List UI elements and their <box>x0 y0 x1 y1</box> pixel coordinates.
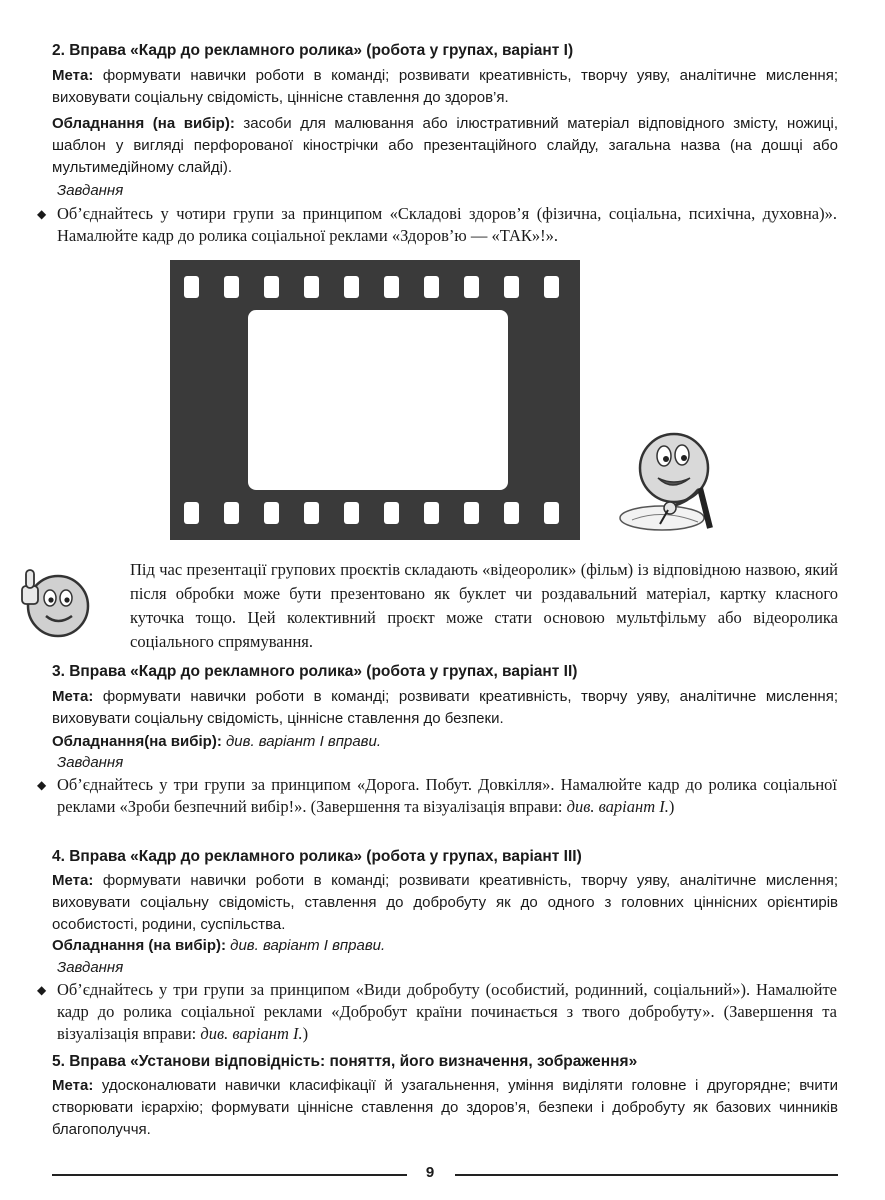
exercise-3-equipment <box>52 731 838 753</box>
film-strip-illustration <box>170 260 580 540</box>
equipment-text: див. варіант І вправи. <box>221 733 382 750</box>
task-reference: див. варіант І. <box>200 1024 303 1043</box>
bullet-diamond-icon: ◆ <box>37 983 47 997</box>
exercise-3-task-label: Завдання <box>57 754 124 771</box>
goal-label: Мета: <box>52 872 94 889</box>
equipment-text: див. варіант І вправи. <box>226 937 386 954</box>
bullet-diamond-icon: ◆ <box>37 207 47 221</box>
task-end: ) <box>668 797 675 816</box>
thumbs-up-smiley-icon <box>10 562 94 642</box>
exercise-2-equipment <box>52 113 838 179</box>
exercise-2-task-label: Завдання <box>57 182 124 199</box>
page-number: 9 <box>425 1164 435 1181</box>
exercise-5-goal <box>52 1075 838 1141</box>
goal-text: формувати навички роботи в команді; розвивати креативність, творчу уяву, аналітичне мислення; виховувати соціальну свідомість, ціннісне ставлення до здоров’я. <box>52 67 838 106</box>
exercise-4-task <box>37 979 837 1045</box>
task-text: Об’єднайтесь у три групи за принципом «Види добробуту (особистий, родинний, соціальний»). Намалюйте кадр до ролика соціальної реклами «Добробут країни починається з твого добробуту». (Завершення та візуалізація вправи: <box>57 980 837 1043</box>
equipment-label: Обладнання (на вибір): <box>52 937 226 954</box>
goal-text: удосконалювати навички класифікації й узагальнення, уміння виділяти головне і другорядне; вчити створювати ієрархію; формувати ціннісне ставлення до здоров’я, безпеки і добробуту як базових чинників благополуччя. <box>52 1077 838 1138</box>
task-end: ) <box>302 1024 309 1043</box>
exercise-4-heading: 4. Вправа «Кадр до рекламного ролика» (робота у групах, варіант ІІІ) <box>52 848 582 865</box>
exercise-4-goal <box>52 870 838 936</box>
exercise-5-heading: 5. Вправа «Установи відповідність: поняття, його визначення, зображення» <box>52 1053 638 1070</box>
equipment-label: Обладнання(на вибір): <box>52 733 222 750</box>
bullet-diamond-icon: ◆ <box>37 778 47 792</box>
exercise-3-goal <box>52 686 838 730</box>
goal-text: формувати навички роботи в команді; розвивати креативність, творчу уяву, аналітичне мислення; виховувати соціальну свідомість, ставлення до добробуту як до одного з головних ціннісних орієнтирів особистості, родини, суспільства. <box>52 872 838 933</box>
footer-rule-right <box>455 1174 838 1176</box>
writing-smiley-icon <box>612 428 722 538</box>
exercise-3-heading: 3. Вправа «Кадр до рекламного ролика» (робота у групах, варіант ІІ) <box>52 663 578 680</box>
exercise-3-task <box>37 774 837 818</box>
equipment-label: Обладнання (на вибір): <box>52 115 235 132</box>
task-reference: див. варіант І. <box>566 797 669 816</box>
goal-label: Мета: <box>52 688 94 705</box>
exercise-2-heading: 2. Вправа «Кадр до рекламного ролика» (робота у групах, варіант І) <box>52 42 574 59</box>
goal-label: Мета: <box>52 1077 94 1094</box>
film-frame-blank <box>248 310 508 490</box>
exercise-4-task-label: Завдання <box>57 959 124 976</box>
goal-label: Мета: <box>52 67 94 84</box>
exercise-4-equipment <box>52 935 838 957</box>
exercise-2-task <box>37 203 837 247</box>
equipment-text: засоби для малювання або ілюстративний матеріал відповідного змісту, ножиці, шаблон у вигляді перфорованої кінострічки або презентаційного слайду, загальна назва (на дошці або мультимедійному слайді). <box>52 115 838 176</box>
task-text: Об’єднайтесь у три групи за принципом «Дорога. Побут. Довкілля». Намалюйте кадр до ролика соціальної реклами «Зроби безпечний вибір!». (Завершення та візуалізація вправи: <box>57 775 837 816</box>
goal-text: формувати навички роботи в команді; розвивати креативність, творчу уяву, аналітичне мислення; виховувати соціальну свідомість, ціннісне ставлення до безпеки. <box>52 688 838 727</box>
footer-rule-left <box>52 1174 407 1176</box>
task-text: Об’єднайтесь у чотири групи за принципом «Складові здоров’я (фізична, соціальна, психічна, духовна)». Намалюйте кадр до ролика соціальної реклами «Здоров’ю — «ТАК»!». <box>57 204 837 245</box>
note-paragraph: Під час презентації групових проєктів складають «відеоролик» (фільм) із відповідною назвою, який після обробки може бути презентовано як буклет чи роздавальний матеріал, картку класного куточка тощо. Цей колективний проєкт може стати основою мультфільму або відеоролика соціального спрямування. <box>130 560 838 651</box>
exercise-2-goal <box>52 65 838 109</box>
